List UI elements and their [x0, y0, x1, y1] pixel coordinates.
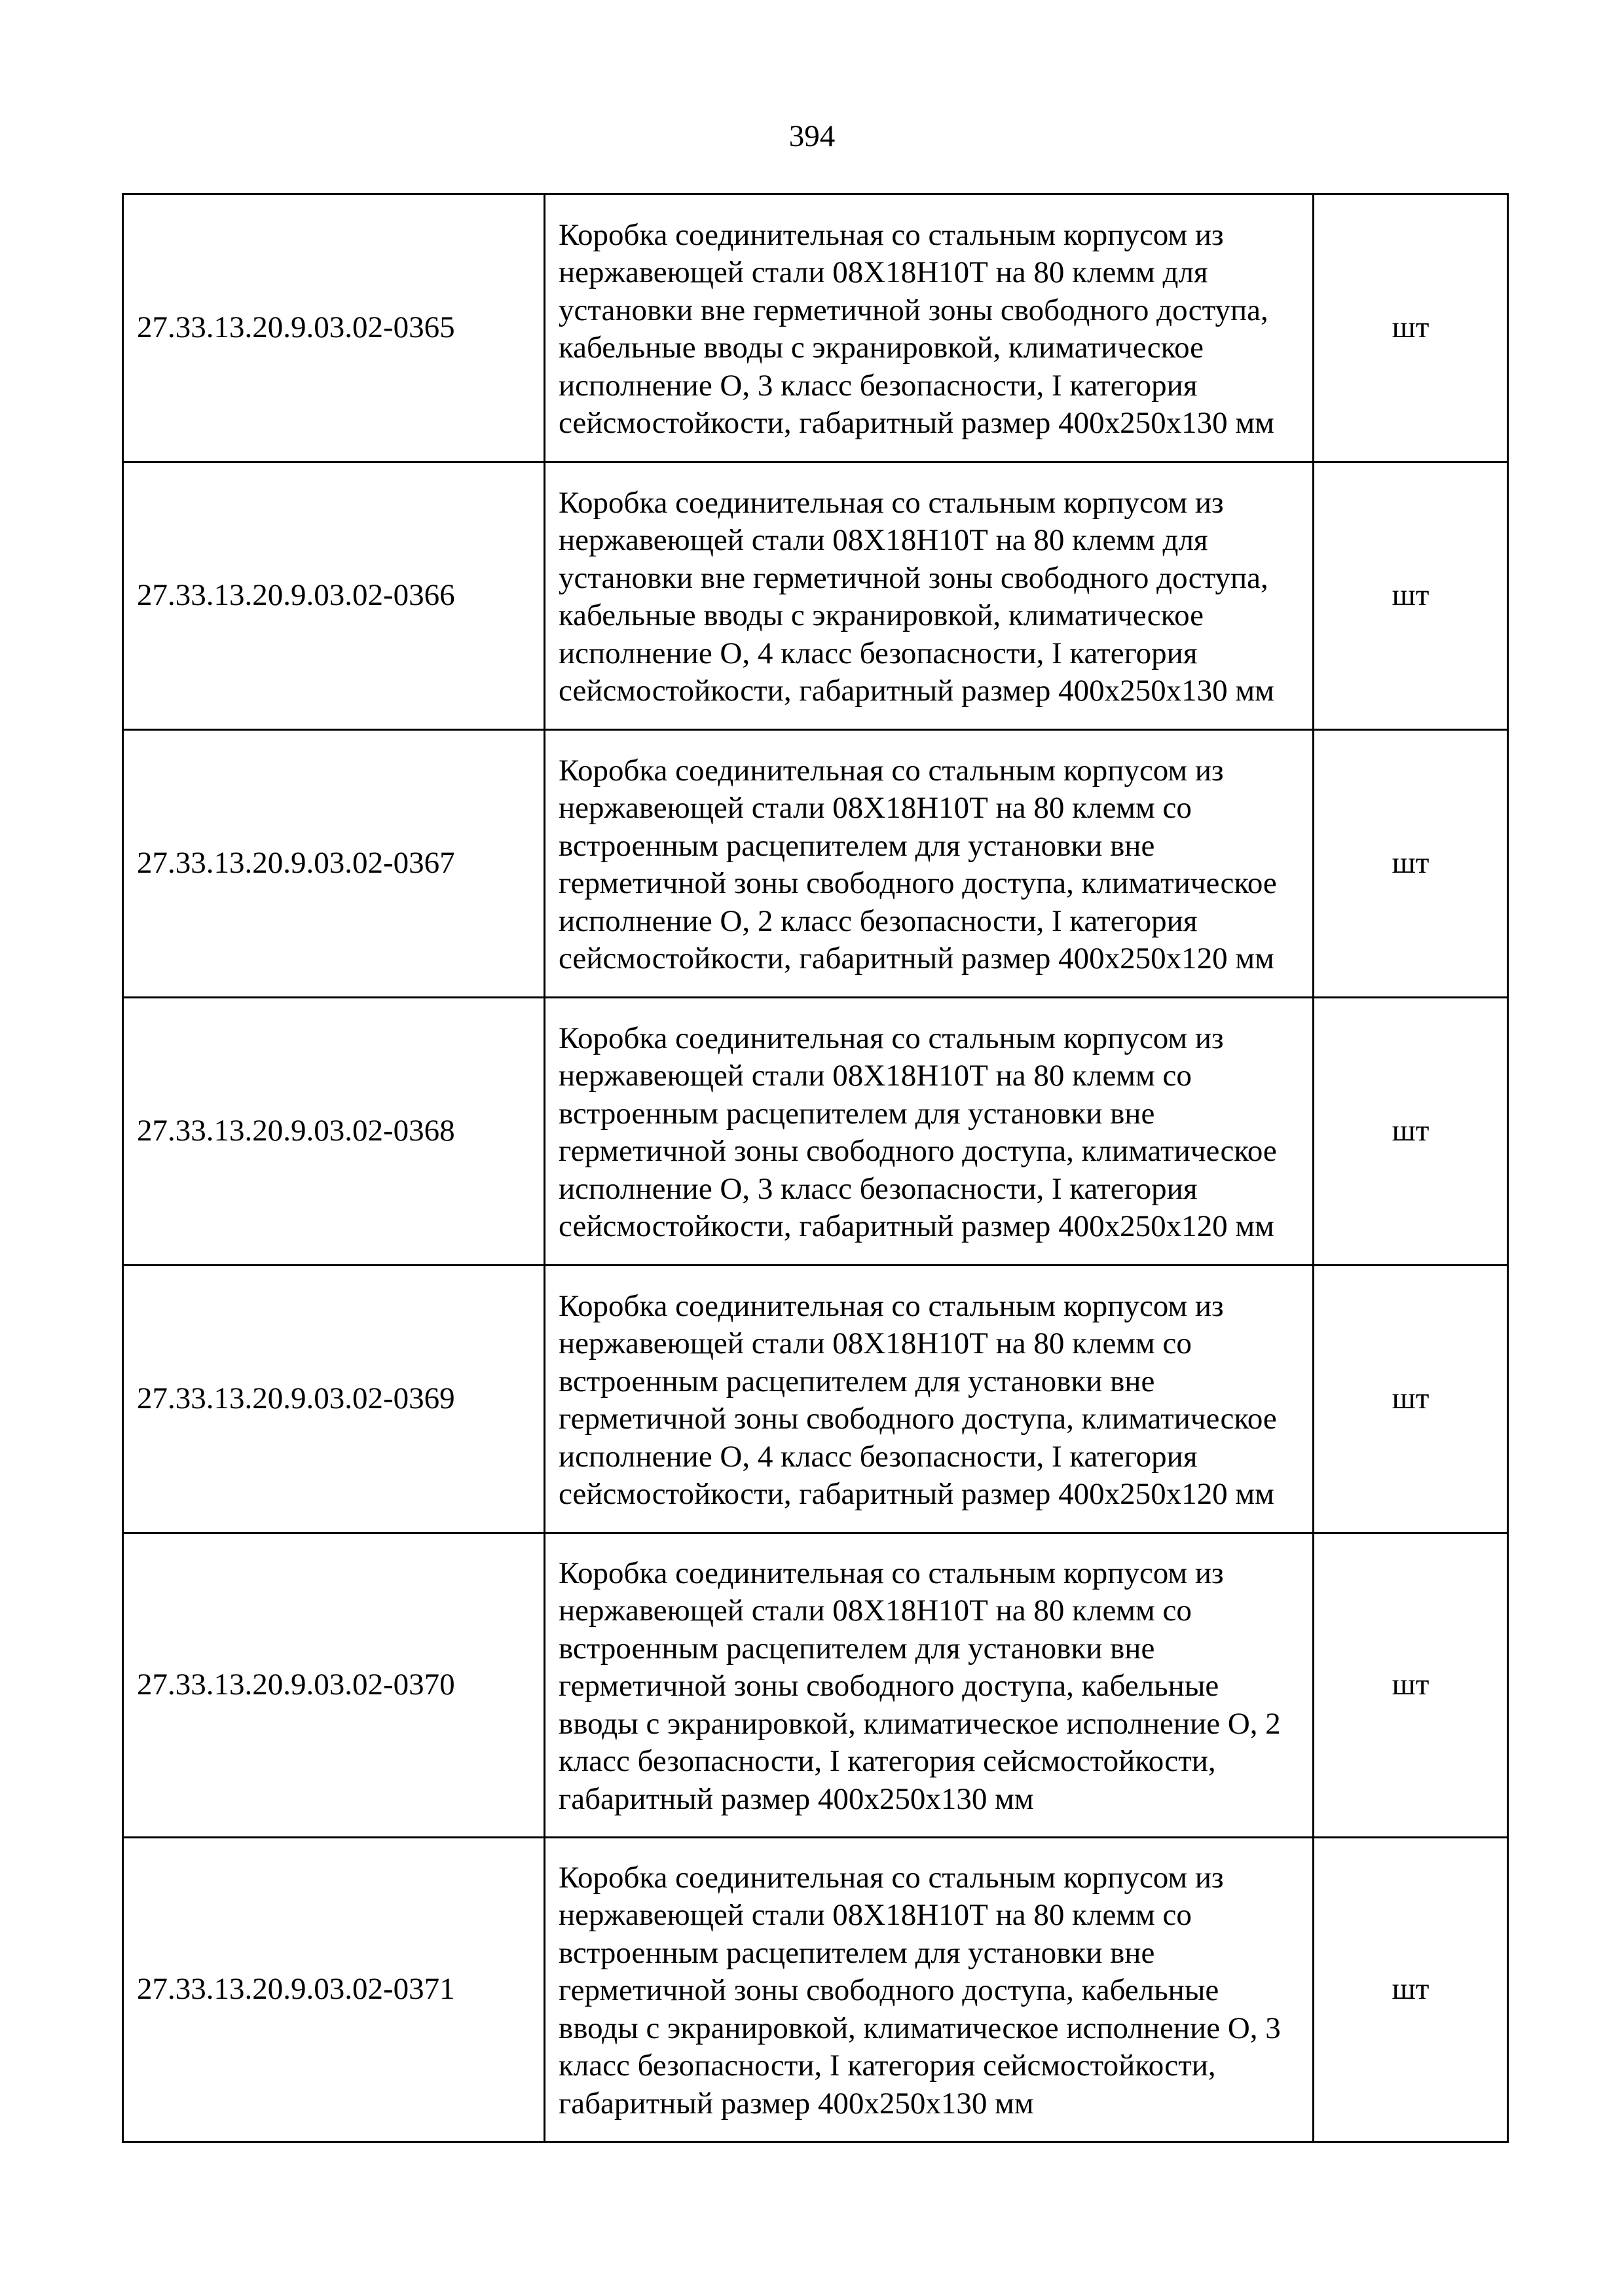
- table-row: [123, 462, 1508, 730]
- resource-code: 27.33.13.20.9.03.02-0367: [123, 730, 545, 998]
- resource-code: 27.33.13.20.9.03.02-0365: [123, 194, 545, 462]
- unit-of-measure: шт: [1314, 998, 1508, 1266]
- resource-description: Коробка соединительная со стальным корпусом из нержавеющей стали 08Х18Н10Т на 80 клемм со встроенным расцепителем для установки вне герметичной зоны свободного доступа, климатическое исполнение О, 4 класс безопасности, I категория сейсмостойкости, габаритный размер 400х250х120 мм: [545, 1266, 1314, 1533]
- table-row: [123, 998, 1508, 1266]
- resource-code: 27.33.13.20.9.03.02-0370: [123, 1533, 545, 1838]
- resource-description: Коробка соединительная со стальным корпусом из нержавеющей стали 08Х18Н10Т на 80 клемм со встроенным расцепителем для установки вне герметичной зоны свободного доступа, климатическое исполнение О, 2 класс безопасности, I категория сейсмостойкости, габаритный размер 400х250х120 мм: [545, 730, 1314, 998]
- resource-code: 27.33.13.20.9.03.02-0371: [123, 1838, 545, 2142]
- unit-of-measure: шт: [1314, 194, 1508, 462]
- table-row: [123, 730, 1508, 998]
- unit-of-measure: шт: [1314, 1838, 1508, 2142]
- table-row: [123, 1266, 1508, 1533]
- resource-description: Коробка соединительная со стальным корпусом из нержавеющей стали 08Х18Н10Т на 80 клемм для установки вне герметичной зоны свободного доступа, кабельные вводы с экранировкой, климатическое исполнение О, 3 класс безопасности, I категория сейсмостойкости, габаритный размер 400х250х130 мм: [545, 194, 1314, 462]
- resource-description: Коробка соединительная со стальным корпусом из нержавеющей стали 08Х18Н10Т на 80 клемм со встроенным расцепителем для установки вне герметичной зоны свободного доступа, кабельные вводы с экранировкой, климатическое исполнение О, 2 класс безопасности, I категория сейсмостойкости, габаритный размер 400х250х130 мм: [545, 1533, 1314, 1838]
- resource-description: Коробка соединительная со стальным корпусом из нержавеющей стали 08Х18Н10Т на 80 клемм со встроенным расцепителем для установки вне герметичной зоны свободного доступа, кабельные вводы с экранировкой, климатическое исполнение О, 3 класс безопасности, I категория сейсмостойкости, габаритный размер 400х250х130 мм: [545, 1838, 1314, 2142]
- page-number: 394: [788, 119, 836, 153]
- resource-description: Коробка соединительная со стальным корпусом из нержавеющей стали 08Х18Н10Т на 80 клемм для установки вне герметичной зоны свободного доступа, кабельные вводы с экранировкой, климатическое исполнение О, 4 класс безопасности, I категория сейсмостойкости, габаритный размер 400х250х130 мм: [545, 462, 1314, 730]
- table-row: [123, 194, 1508, 462]
- resource-code: 27.33.13.20.9.03.02-0368: [123, 998, 545, 1266]
- table-row: [123, 1533, 1508, 1838]
- resource-code: 27.33.13.20.9.03.02-0366: [123, 462, 545, 730]
- unit-of-measure: шт: [1314, 730, 1508, 998]
- unit-of-measure: шт: [1314, 1266, 1508, 1533]
- resource-code: 27.33.13.20.9.03.02-0369: [123, 1266, 545, 1533]
- resource-description: Коробка соединительная со стальным корпусом из нержавеющей стали 08Х18Н10Т на 80 клемм со встроенным расцепителем для установки вне герметичной зоны свободного доступа, климатическое исполнение О, 3 класс безопасности, I категория сейсмостойкости, габаритный размер 400х250х120 мм: [545, 998, 1314, 1266]
- catalog-table-body: [123, 194, 1508, 2142]
- catalog-table: [122, 193, 1509, 2143]
- unit-of-measure: шт: [1314, 462, 1508, 730]
- table-row: [123, 1838, 1508, 2142]
- unit-of-measure: шт: [1314, 1533, 1508, 1838]
